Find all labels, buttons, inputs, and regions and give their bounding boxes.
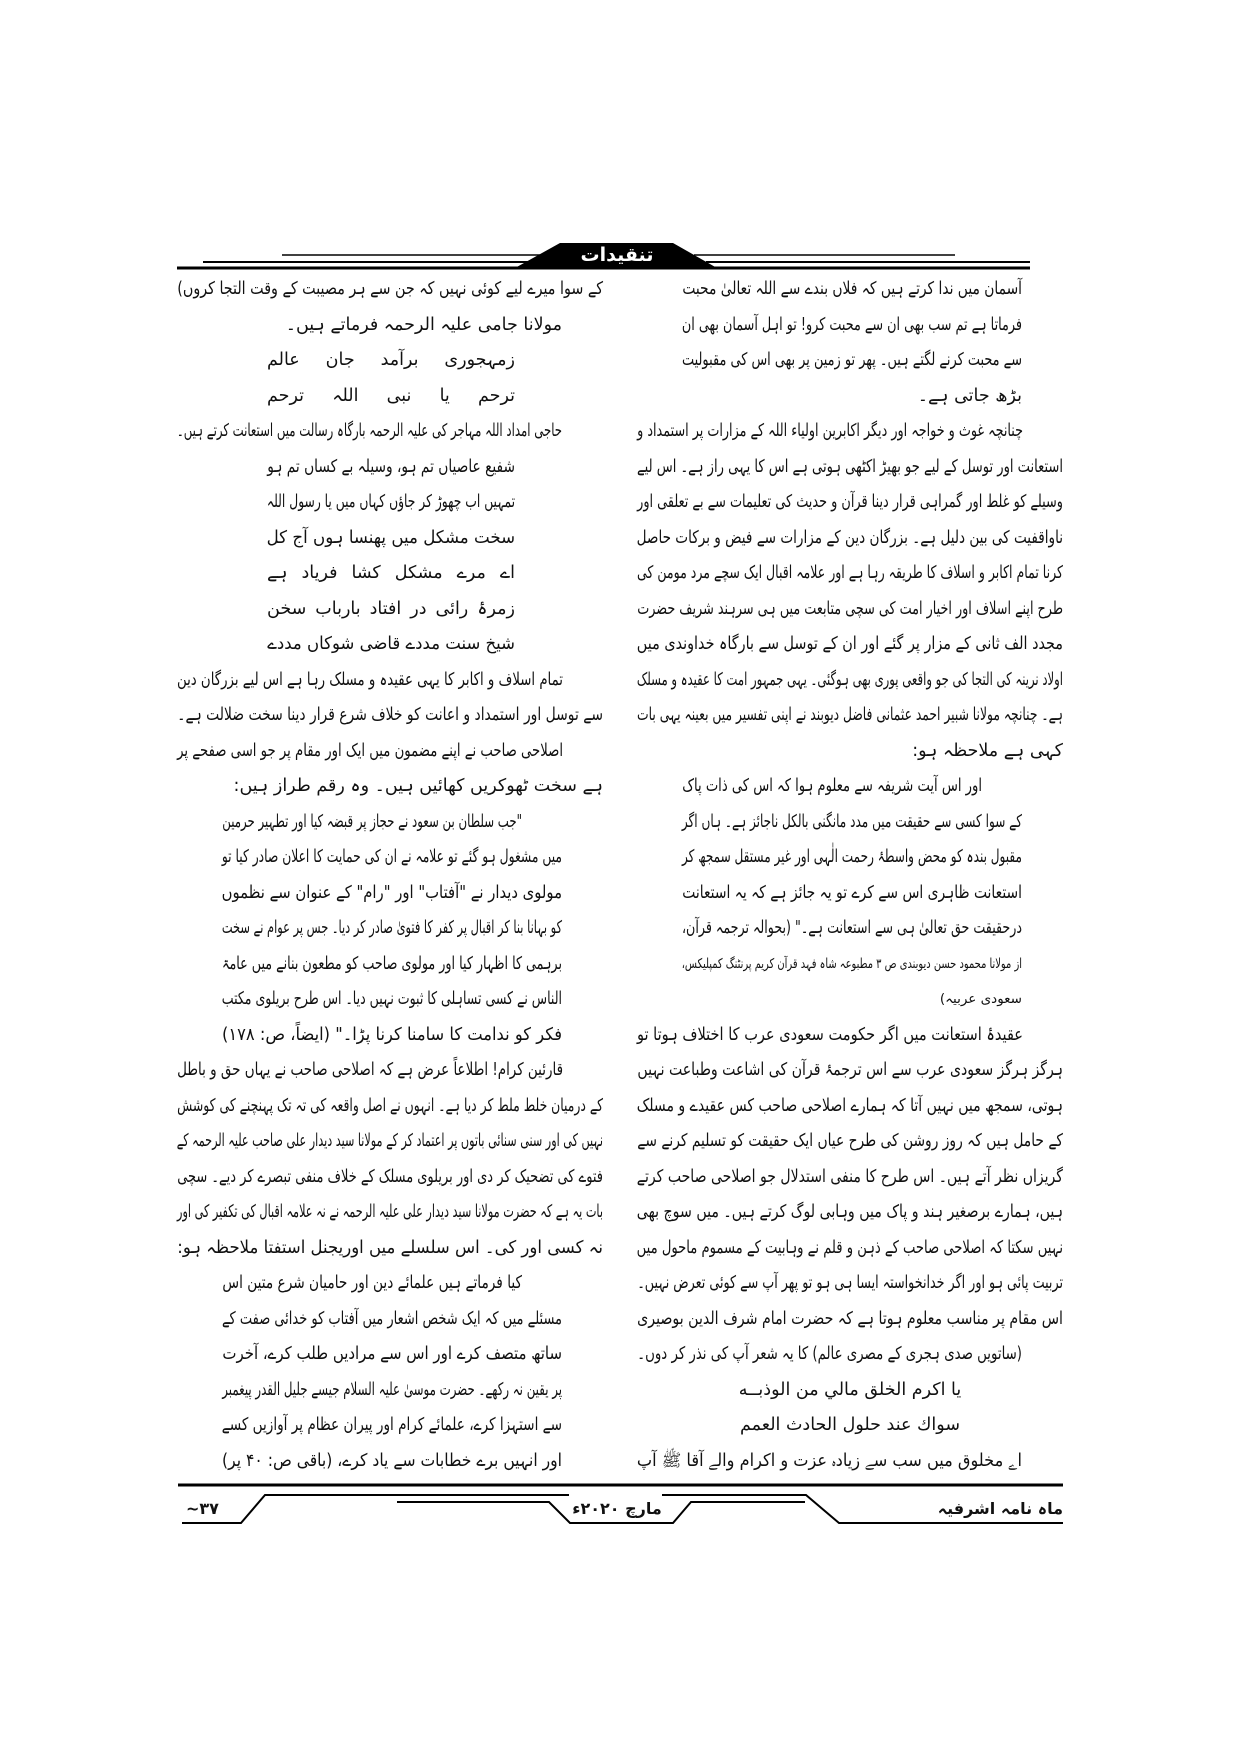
text-line: فرماتا ہے تم سب بھی ان سے محبت کرو! تو اہل آسمان بھی ان bbox=[681, 314, 1022, 335]
quote-line: پر یقین نہ رکھے۔ حضرت موسیٰ علیہ السلام جیسے جلیل القدر پیغمبر bbox=[222, 1379, 562, 1400]
section-title: تنقیدات bbox=[580, 244, 654, 266]
text-line: وسیلے کو غلط اور گمراہی قرار دینا قرآن و حدیث کی تعلیمات سے بے تعلقی اور bbox=[637, 492, 1063, 512]
text-line: تمام اسلاف و اکابر کا یہی عقیدہ و مسلک رہا ہے اس لیے بزرگان دین bbox=[176, 669, 564, 690]
text-line: کرنا تمام اکابر و اسلاف کا طریقہ رہا ہے اور علامہ اقبال ایک سچے مرد مومن کی bbox=[636, 563, 1063, 583]
text-line: ناواقفیت کی بین دلیل ہے۔ بزرگان دین کے مزارات سے فیض و برکات حاصل bbox=[636, 527, 1063, 548]
text-line: (ساتویں صدی ہجری کے مصری عالم) کا یہ شعر آپ کی نذر کر دوں۔ bbox=[637, 1344, 1022, 1364]
quote-line: کو بہانا بنا کر اقبال پر کفر کا فتویٰ صادر کر دیا۔ جس پر عوام نے سخت bbox=[221, 918, 562, 938]
quote-line: مسئلے میں کہ ایک شخص اشعار میں آفتاب کو خدائی صفت کے bbox=[221, 1308, 562, 1329]
poem-line: شفیع عاصیاں تم ہو، وسیلہ بے کساں تم ہو bbox=[267, 456, 515, 477]
footer-date: مارچ ۲۰۲۰ء bbox=[572, 1499, 662, 1518]
text-line: کے حامل ہیں کہ روز روشن کی طرح عیاں ایک حقیقت کو تسلیم کرنے سے bbox=[637, 1131, 1063, 1151]
page-number: ۳۷~ bbox=[186, 1499, 219, 1518]
text-line: بات یہ ہے کہ حضرت مولانا سید دیدار علی علیہ الرحمہ نے نہ علامہ اقبال کی تکفیر کی اور bbox=[177, 1202, 603, 1222]
text-line: نہیں کی اور سنی سنائی باتوں پر اعتماد کر کے مولانا سید دیدار علی صاحب علیہ الرحمہ کے bbox=[176, 1131, 604, 1151]
quote-line: مقبول بندہ کو محض واسطۂ رحمت الٰہی اور غیر مستقل سمجھ کر bbox=[681, 847, 1022, 867]
citation-line: از مولانا محمود حسن دیوبندی ص ۳ مطبوعہ شاہ فہد قرآن کریم پرنٹنگ کمپلیکس، bbox=[681, 955, 1022, 972]
poem-line: تمہیں اب چھوڑ کر جاؤں کہاں میں یا رسول اللہ bbox=[266, 492, 515, 512]
quote-line: اور انہیں برے خطابات سے یاد کرے، (باقی ص: ۴۰ پر) bbox=[222, 1450, 562, 1471]
text-line: حاجی امداد اللہ مہاجر کی علیہ الرحمہ بارگاہ رسالت میں استعانت کرتے ہیں۔ bbox=[176, 421, 562, 441]
poem-line: ترحم یا نبی اللہ ترحم bbox=[267, 385, 515, 406]
quote-line: الناس نے کسی تساہلی کا ثبوت نہیں دیا۔ اس طرح بریلوی مکتب bbox=[221, 989, 562, 1009]
quote-line: برہمی کا اظہار کیا اور مولوی صاحب کو مطعون بنانے میں عامۃ bbox=[222, 953, 562, 974]
text-line: بڑھ جاتی ہے۔ bbox=[917, 385, 1022, 406]
text-line: قارئین کرام! اطلاعاً عرض ہے کہ اصلاحی صاحب نے یہاں حق و باطل bbox=[177, 1060, 563, 1080]
text-line: ہے۔ چنانچہ مولانا شبیر احمد عثمانی فاضل دیوبند نے اپنی تفسیر میں بعینہ یہی بات bbox=[637, 705, 1063, 725]
citation-line: سعودی عربیہ) bbox=[939, 991, 1022, 1007]
text-line: طرح اپنے اسلاف اور اخیار امت کی سچی متابعت میں ہی سرہند شریف حضرت bbox=[637, 598, 1063, 619]
quote-line: کے سوا کسی سے حقیقت میں مدد مانگنی بالکل ناجائز ہے۔ ہاں اگر bbox=[681, 811, 1022, 832]
quote-line: اور اس آیت شریفہ سے معلوم ہوا کہ اس کی ذات پاک bbox=[682, 776, 982, 796]
quote-line: فکر کو ندامت کا سامنا کرنا پڑا۔" (ایضاً، ص: ۱۷۸) bbox=[222, 1024, 562, 1045]
text-line: آسمان میں ندا کرتے ہیں کہ فلاں بندے سے اللہ تعالیٰ محبت bbox=[682, 279, 1022, 299]
quote-line: درحقیقت حق تعالیٰ ہی سے استعانت ہے۔" (بحوالہ ترجمہ قرآن، bbox=[681, 918, 1022, 938]
text-line: ہرگز ہرگز سعودی عرب سے اس ترجمۂ قرآن کی اشاعت وطباعت نہیں bbox=[637, 1060, 1063, 1080]
text-line: ہیں، ہمارے برصغیر ہند و پاک میں وہابی لوگ کرتے ہیں۔ میں سوچ بھی bbox=[636, 1202, 1063, 1222]
quote-line: سے استہزا کرے، علمائے کرام اور پیران عظام پر آوازیں کسے bbox=[221, 1415, 563, 1435]
text-line: ہے سخت ٹھوکریں کھائیں ہیں۔ وہ رقم طراز ہیں: bbox=[233, 776, 603, 796]
text-line: اولاد نرینہ کی التجا کی جو واقعی پوری بھی ہوگئی۔ یہی جمہور امت کا عقیدہ و مسلک bbox=[636, 669, 1063, 690]
text-line: مولانا جامی علیہ الرحمہ فرماتے ہیں۔ bbox=[285, 314, 562, 335]
quote-line: مولوی دیدار نے "آفتاب" اور "رام" کے عنوان سے نظموں bbox=[221, 882, 562, 903]
poem-line: زمرۂ رائی در افتاد بارباب سخن bbox=[267, 598, 515, 619]
text-line: سے محبت کرنے لگتے ہیں۔ پھر تو زمین پر بھی اس کی مقبولیت bbox=[681, 350, 1022, 370]
footer-magazine-name: ماہ نامہ اشرفیہ bbox=[937, 1499, 1063, 1518]
quote-line: استعانت ظاہری اس سے کرے تو یہ جائز ہے کہ یہ استعانت bbox=[682, 882, 1022, 903]
text-line: کے درمیان خلط ملط کر دیا ہے۔ انہوں نے اصل واقعہ کی تہ تک پہنچنے کی کوشش bbox=[177, 1095, 603, 1116]
text-line: ہوتی، سمجھ میں نہیں آتا کہ ہمارے اصلاحی صاحب کس عقیدے و مسلک bbox=[636, 1095, 1063, 1116]
quote-line: "جب سلطان بن سعود نے حجاز پر قبضہ کیا اور تطہیر حرمین bbox=[222, 811, 522, 832]
quote-line: میں مشغول ہو گئے تو علامہ نے ان کی حمایت کا اعلان صادر کیا تو bbox=[221, 847, 562, 867]
left-column bbox=[177, 272, 603, 1479]
text-line: استعانت اور توسل کے لیے جو بھیڑ اکٹھی ہوتی ہے اس کا یہی راز ہے۔ اس لیے bbox=[636, 456, 1063, 477]
text-line: گریزاں نظر آتے ہیں۔ اس طرح کا منفی استدلال جو اصلاحی صاحب کرتے bbox=[636, 1166, 1063, 1187]
text-line: چنانچہ غوث و خواجہ اور دیگر اکابرین اولیاء اللہ کے مزارات پر استمداد و bbox=[637, 421, 1023, 441]
quote-line: کیا فرماتے ہیں علمائے دین اور حامیان شرع متین اس bbox=[222, 1273, 522, 1293]
text-line: مجدد الف ثانی کے مزار پر گئے اور ان کے توسل سے بارگاہ خداوندی میں bbox=[636, 634, 1063, 654]
poem-line: اے مرے مشکل کشا فریاد ہے bbox=[267, 563, 515, 583]
text-line: سے توسل اور استمداد و اعانت کو خلاف شرع قرار دینا سخت ضلالت ہے۔ bbox=[177, 705, 603, 725]
text-line: تربیت پائی ہو اور اگر خدانخواستہ ایسا ہی ہو تو پھر آپ سے کوئی تعرض نہیں۔ bbox=[637, 1273, 1063, 1293]
text-line: اصلاحی صاحب نے اپنے مضمون میں ایک اور مقام پر جو اسی صفحے پر bbox=[177, 740, 563, 761]
arabic-verse-line: یا اکرم الخلق مالي من الوذبــه bbox=[738, 1379, 962, 1400]
text-line: عقیدۂ استعانت میں اگر حکومت سعودی عرب کا اختلاف ہوتا تو bbox=[636, 1024, 1023, 1045]
text-line: نہ کسی اور کی۔ اس سلسلے میں اوریجنل استفتا ملاحظہ ہو: bbox=[177, 1237, 604, 1258]
text-line: کہی ہے ملاحظہ ہو: bbox=[912, 740, 1063, 761]
arabic-verse-line: سواك عند حلول الحادث العمم bbox=[739, 1415, 960, 1435]
translation-line: اے مخلوق میں سب سے زیادہ عزت و اکرام والے آقا ﷺ آپ bbox=[636, 1450, 1022, 1471]
poem-line: سخت مشکل میں پھنسا ہوں آج کل bbox=[266, 527, 515, 548]
text-line: فتوے کی تضحیک کر دی اور بریلوی مسلک کے خلاف منفی تبصرے کر دیے۔ سچی bbox=[177, 1166, 603, 1187]
text-line: اس مقام پر مناسب معلوم ہوتا ہے کہ حضرت امام شرف الدین بوصیری bbox=[637, 1308, 1063, 1329]
text-line: نہیں سکتا کہ اصلاحی صاحب کے ذہن و قلم نے وہابیت کے مسموم ماحول میں bbox=[636, 1237, 1063, 1258]
quote-line: ساتھ متصف کرے اور اس سے مرادیں طلب کرے، آخرت bbox=[222, 1344, 563, 1364]
poem-line: زمہجوری برآمد جان عالم bbox=[267, 350, 515, 370]
text-line: کے سوا میرے لیے کوئی نہیں کہ جن سے ہر مصیبت کے وقت التجا کروں) bbox=[177, 279, 603, 299]
poem-line: شیخ سنت مددے قاضی شوکاں مددے bbox=[267, 634, 515, 654]
right-column bbox=[637, 272, 1063, 1479]
